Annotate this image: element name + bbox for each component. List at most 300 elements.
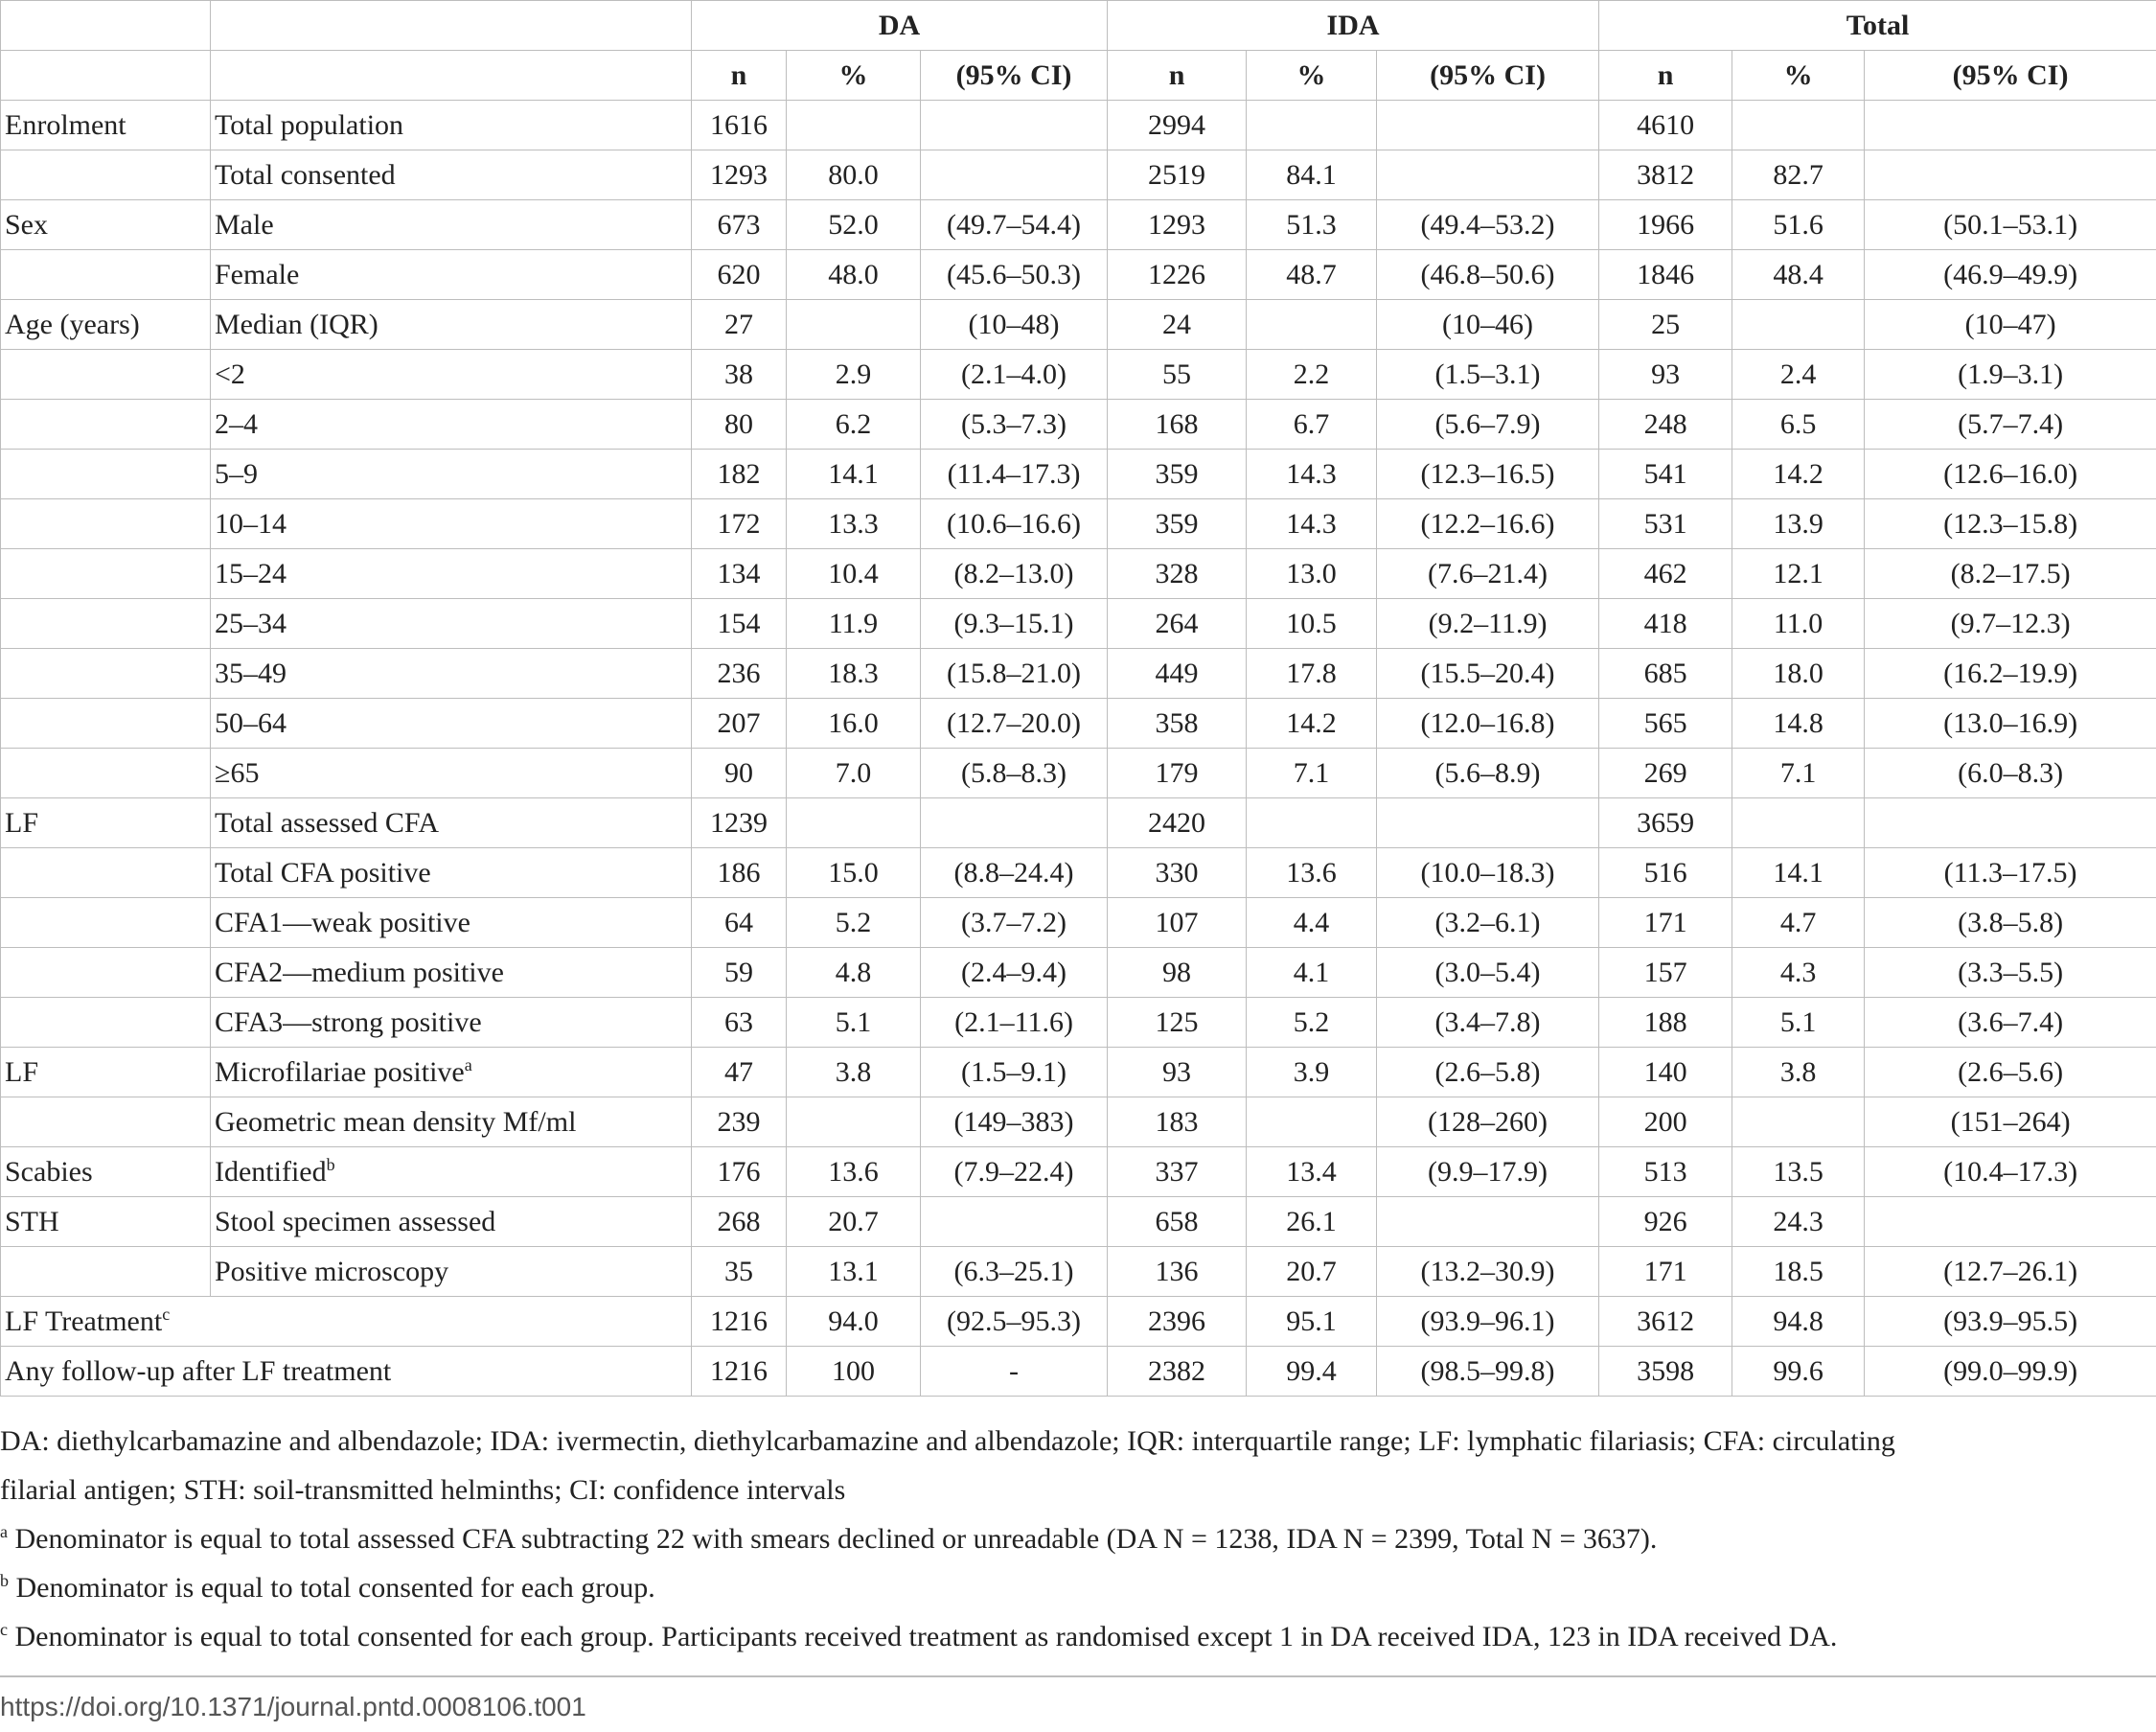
table-cell [1732,300,1865,350]
sub-header-n: n [692,51,787,101]
table-cell: (9.7–12.3) [1865,599,2156,649]
table-cell: 52.0 [787,200,921,250]
row-category [1,898,211,948]
abbreviations-line-1: DA: diethylcarbamazine and albendazole; IDA: ivermectin, diethylcarbamazine and albendazole; IQR: interquartile range; LF: lymphatic filariasis; CFA: circulating [0,1425,1895,1457]
table-cell: 14.8 [1732,699,1865,749]
table-cell: 84.1 [1247,150,1377,200]
footnote-mark: b [0,1571,9,1590]
table-cell: (10–47) [1865,300,2156,350]
table-row [1,749,2156,798]
row-label [211,599,692,649]
table-row [1,350,2156,400]
footnote-text: Denominator is equal to total consented for each group. Participants received treatment as randomised except 1 in DA received IDA, 123 in IDA received DA. [14,1621,1838,1652]
table-cell: 1846 [1599,250,1732,300]
group-header-total: Total [1599,1,2156,51]
table-cell: (46.8–50.6) [1377,250,1599,300]
table-cell: 7.1 [1732,749,1865,798]
row-category: STH [1,1197,211,1247]
row-label [211,499,692,549]
row-label-text: 50–64 [215,706,287,739]
table-cell: 168 [1108,400,1247,450]
table-row [1,649,2156,699]
table-cell: - [921,1347,1108,1397]
table-cell: 80.0 [787,150,921,200]
table-cell [1377,1197,1599,1247]
table-cell [1865,150,2156,200]
table-cell: 3612 [1599,1297,1732,1347]
table-cell: (98.5–99.8) [1377,1347,1599,1397]
table-cell: 673 [692,200,787,250]
row-label-text: Female [215,258,300,290]
table-cell [921,150,1108,200]
footnote-mark: b [326,1154,335,1174]
footnote-c [0,1612,2156,1661]
table-cell: (3.8–5.8) [1865,898,2156,948]
sub-header-row [1,51,2156,101]
row-label [211,250,692,300]
table-cell [1247,300,1377,350]
row-category [1,150,211,200]
table-cell: 171 [1599,898,1732,948]
footnote-b [0,1563,2156,1612]
table-cell: 183 [1108,1097,1247,1147]
table-cell: 359 [1108,450,1247,499]
table-cell [1865,798,2156,848]
table-row [1,450,2156,499]
sub-header-n: n [1108,51,1247,101]
row-category: LF [1,798,211,848]
row-label-text: Total assessed CFA [215,806,439,839]
table-cell: 3.8 [787,1048,921,1097]
table-cell: 136 [1108,1247,1247,1297]
table-cell: (12.0–16.8) [1377,699,1599,749]
table-cell: 55 [1108,350,1247,400]
table-cell: 154 [692,599,787,649]
row-category [1,450,211,499]
group-header-da: DA [692,1,1108,51]
table-cell: (2.1–4.0) [921,350,1108,400]
table-cell: (16.2–19.9) [1865,649,2156,699]
row-label-text: Geometric mean density Mf/ml [215,1105,577,1138]
table-row [1,1197,2156,1247]
table-cell [787,101,921,150]
sub-header-pct: % [1732,51,1865,101]
table-cell: 462 [1599,549,1732,599]
table-cell: 1293 [1108,200,1247,250]
table-cell: 107 [1108,898,1247,948]
table-cell: 35 [692,1247,787,1297]
row-label-text: Microfilariae positive [215,1055,465,1088]
table-cell: 5.1 [1732,998,1865,1048]
table-cell: (45.6–50.3) [921,250,1108,300]
row-label [211,400,692,450]
table-cell: 4.8 [787,948,921,998]
table-row [1,1048,2156,1097]
table-row [1,101,2156,150]
header-blank [211,51,692,101]
table-cell: 18.5 [1732,1247,1865,1297]
table-cell: (3.0–5.4) [1377,948,1599,998]
row-label-text: Identified [215,1155,327,1188]
table-cell: 99.4 [1247,1347,1377,1397]
table-cell: (5.6–7.9) [1377,400,1599,450]
table-cell: 157 [1599,948,1732,998]
table-cell: 59 [692,948,787,998]
table-cell: (93.9–95.5) [1865,1297,2156,1347]
table-cell: (1.9–3.1) [1865,350,2156,400]
table-cell: 1293 [692,150,787,200]
table-cell: 1616 [692,101,787,150]
table-cell: 268 [692,1197,787,1247]
table-cell: 48.4 [1732,250,1865,300]
table-cell: (49.4–53.2) [1377,200,1599,250]
table-cell: 10.4 [787,549,921,599]
table-cell: (46.9–49.9) [1865,250,2156,300]
table-cell: (5.8–8.3) [921,749,1108,798]
table-cell: 5.2 [1247,998,1377,1048]
table-cell: (9.2–11.9) [1377,599,1599,649]
row-label-text: LF Treatment [5,1305,163,1337]
row-label [1,1347,692,1397]
table-cell: 80 [692,400,787,450]
row-label-text: 35–49 [215,657,287,689]
table-cell: 2519 [1108,150,1247,200]
table-cell: 7.0 [787,749,921,798]
table-row [1,150,2156,200]
table-cell: 2994 [1108,101,1247,150]
table-cell: (92.5–95.3) [921,1297,1108,1347]
table-row [1,300,2156,350]
table-cell: 3.8 [1732,1048,1865,1097]
table-cell: (2.4–9.4) [921,948,1108,998]
row-label-text: Male [215,208,274,241]
table-cell: 93 [1599,350,1732,400]
table-cell: 418 [1599,599,1732,649]
table-cell [1865,1197,2156,1247]
table-cell: (12.6–16.0) [1865,450,2156,499]
table-cell: (12.3–16.5) [1377,450,1599,499]
table-cell: 269 [1599,749,1732,798]
group-header-row [1,1,2156,51]
row-category [1,599,211,649]
table-cell: (8.2–17.5) [1865,549,2156,599]
table-cell: (3.6–7.4) [1865,998,2156,1048]
row-label-text: Median (IQR) [215,308,378,340]
table-cell: (9.3–15.1) [921,599,1108,649]
table-cell: (5.7–7.4) [1865,400,2156,450]
table-cell: (1.5–9.1) [921,1048,1108,1097]
table-cell: (3.4–7.8) [1377,998,1599,1048]
table-cell [1247,101,1377,150]
row-label-text: 15–24 [215,557,287,589]
table-cell: 17.8 [1247,649,1377,699]
row-category: Enrolment [1,101,211,150]
sub-header-ci: (95% CI) [921,51,1108,101]
table-cell: 6.5 [1732,400,1865,450]
table-cell: 359 [1108,499,1247,549]
row-label [211,450,692,499]
row-label [211,898,692,948]
row-label-text: Any follow-up after LF treatment [5,1354,392,1387]
table-cell: (2.6–5.8) [1377,1048,1599,1097]
table-cell: (5.3–7.3) [921,400,1108,450]
row-category [1,1097,211,1147]
table-cell: 186 [692,848,787,898]
table-cell: (15.8–21.0) [921,649,1108,699]
table-cell: 2.2 [1247,350,1377,400]
table-cell: 4610 [1599,101,1732,150]
table-cell: 620 [692,250,787,300]
row-label [211,649,692,699]
table-cell: 1216 [692,1347,787,1397]
row-label-text: CFA3—strong positive [215,1005,482,1038]
table-cell: 134 [692,549,787,599]
table-cell: 48.7 [1247,250,1377,300]
table-cell: 14.1 [1732,848,1865,898]
table-cell: 51.6 [1732,200,1865,250]
table-cell: 125 [1108,998,1247,1048]
table-cell: 3659 [1599,798,1732,848]
row-label [211,749,692,798]
table-row [1,798,2156,848]
table-cell: 14.2 [1247,699,1377,749]
table-cell: 2382 [1108,1347,1247,1397]
table-cell: (3.2–6.1) [1377,898,1599,948]
table-cell: 13.4 [1247,1147,1377,1197]
row-label [211,848,692,898]
header-blank [211,1,692,51]
table-cell: 516 [1599,848,1732,898]
table-cell [921,1197,1108,1247]
table-cell: 13.6 [787,1147,921,1197]
table-cell: (8.8–24.4) [921,848,1108,898]
table-cell [1732,1097,1865,1147]
table-cell: 16.0 [787,699,921,749]
row-label-text: 25–34 [215,607,287,639]
row-category [1,848,211,898]
table-row [1,1297,2156,1347]
table-cell: 248 [1599,400,1732,450]
table-row [1,400,2156,450]
table-cell: 13.1 [787,1247,921,1297]
table-cell: (1.5–3.1) [1377,350,1599,400]
table-cell: (11.3–17.5) [1865,848,2156,898]
table-cell: 3812 [1599,150,1732,200]
row-label [211,998,692,1048]
footnote-mark: a [464,1054,472,1074]
row-label-text: ≥65 [215,756,260,789]
row-label [211,549,692,599]
doi-link[interactable]: https://doi.org/10.1371/journal.pntd.0008106.t001 [0,1692,586,1721]
row-label-text: CFA2—medium positive [215,956,504,988]
table-cell: (9.9–17.9) [1377,1147,1599,1197]
table-cell: (49.7–54.4) [921,200,1108,250]
table-cell: 64 [692,898,787,948]
footnote-text: Denominator is equal to total assessed CFA subtracting 22 with smears declined or unreadable (DA N = 1238, IDA N = 2399, Total N = 3637). [14,1523,1658,1555]
table-row [1,200,2156,250]
row-category: Scabies [1,1147,211,1197]
table-cell: (12.7–26.1) [1865,1247,2156,1297]
row-label-text: <2 [215,358,245,390]
table-cell: 4.1 [1247,948,1377,998]
table-cell: (10.0–18.3) [1377,848,1599,898]
table-cell: 449 [1108,649,1247,699]
row-category [1,1247,211,1297]
table-cell [1377,101,1599,150]
row-label-text: 2–4 [215,407,258,440]
table-cell: 2.9 [787,350,921,400]
table-cell: 13.5 [1732,1147,1865,1197]
table-cell: 1966 [1599,200,1732,250]
table-cell [1732,101,1865,150]
table-cell: 63 [692,998,787,1048]
divider [0,1675,2156,1677]
table-cell: 172 [692,499,787,549]
table-cell: 20.7 [1247,1247,1377,1297]
table-cell: 100 [787,1347,921,1397]
table-row [1,898,2156,948]
row-label-text: Positive microscopy [215,1255,449,1287]
table-cell: 264 [1108,599,1247,649]
row-label-text: 5–9 [215,457,258,490]
table-cell: 48.0 [787,250,921,300]
header-blank [1,1,211,51]
table-cell: 38 [692,350,787,400]
row-category [1,250,211,300]
table-notes [0,1417,2156,1661]
group-header-ida: IDA [1108,1,1599,51]
row-category [1,699,211,749]
row-category [1,350,211,400]
row-category [1,649,211,699]
table-cell: 3598 [1599,1347,1732,1397]
row-category [1,749,211,798]
sub-header-ci: (95% CI) [1377,51,1599,101]
table-cell: 94.8 [1732,1297,1865,1347]
table-cell: (10.6–16.6) [921,499,1108,549]
table-cell [1732,798,1865,848]
table-cell: (6.0–8.3) [1865,749,2156,798]
table-cell: 1239 [692,798,787,848]
table-cell: 328 [1108,549,1247,599]
table-cell: (13.0–16.9) [1865,699,2156,749]
row-category [1,400,211,450]
table-cell: (12.3–15.8) [1865,499,2156,549]
table-cell: 14.2 [1732,450,1865,499]
table-row [1,1147,2156,1197]
table-cell: 6.7 [1247,400,1377,450]
row-category: LF [1,1048,211,1097]
table-cell: (3.7–7.2) [921,898,1108,948]
row-label-text: Total consented [215,158,396,191]
table-cell [921,798,1108,848]
row-category [1,549,211,599]
row-label [211,1097,692,1147]
table-cell: 13.9 [1732,499,1865,549]
table-row [1,499,2156,549]
row-label [211,1247,692,1297]
table-cell: 99.6 [1732,1347,1865,1397]
table-cell: (10–48) [921,300,1108,350]
table-cell: (12.2–16.6) [1377,499,1599,549]
table-cell: (2.1–11.6) [921,998,1108,1048]
sub-header-pct: % [787,51,921,101]
table-cell: (6.3–25.1) [921,1247,1108,1297]
table-cell: 95.1 [1247,1297,1377,1347]
row-label [211,948,692,998]
table-cell: 10.5 [1247,599,1377,649]
table-row [1,1347,2156,1397]
table-cell: 20.7 [787,1197,921,1247]
table-cell: 182 [692,450,787,499]
table-cell: 94.0 [787,1297,921,1347]
table-cell: 531 [1599,499,1732,549]
table-cell: 140 [1599,1048,1732,1097]
row-label [211,350,692,400]
table-row [1,1097,2156,1147]
row-label [1,1297,692,1347]
table-cell: 358 [1108,699,1247,749]
abbreviations-line-2: filarial antigen; STH: soil-transmitted helminths; CI: confidence intervals [0,1474,846,1506]
table-cell: 337 [1108,1147,1247,1197]
table-cell: 5.2 [787,898,921,948]
row-category: Age (years) [1,300,211,350]
table-cell: (13.2–30.9) [1377,1247,1599,1297]
table-cell: (3.3–5.5) [1865,948,2156,998]
table-cell: (7.6–21.4) [1377,549,1599,599]
table-cell: 14.3 [1247,499,1377,549]
table-row [1,848,2156,898]
table-cell: 25 [1599,300,1732,350]
row-label [211,699,692,749]
table-cell [787,798,921,848]
table-cell: (12.7–20.0) [921,699,1108,749]
table-cell: 14.3 [1247,450,1377,499]
table-cell: 13.6 [1247,848,1377,898]
table-cell: (10.4–17.3) [1865,1147,2156,1197]
table-cell: 13.3 [787,499,921,549]
table-cell: 4.3 [1732,948,1865,998]
table-cell: 4.4 [1247,898,1377,948]
footnote-mark: c [0,1620,8,1639]
table-cell: 13.0 [1247,549,1377,599]
row-label [211,798,692,848]
table-cell: 513 [1599,1147,1732,1197]
table-cell: 2.4 [1732,350,1865,400]
table-cell: 179 [1108,749,1247,798]
row-label-text: Total population [215,108,404,141]
table-cell: 11.9 [787,599,921,649]
table-cell: 15.0 [787,848,921,898]
table-cell: 1216 [692,1297,787,1347]
table-cell: 236 [692,649,787,699]
table-cell: (7.9–22.4) [921,1147,1108,1197]
table-cell: (2.6–5.6) [1865,1048,2156,1097]
table-row [1,599,2156,649]
footnote-text: Denominator is equal to total consented for each group. [15,1572,655,1604]
table-cell: (151–264) [1865,1097,2156,1147]
table-cell: 24 [1108,300,1247,350]
table-cell: 926 [1599,1197,1732,1247]
table-cell: (10–46) [1377,300,1599,350]
footnote-a [0,1514,2156,1563]
table-cell [1247,1097,1377,1147]
row-label [211,1197,692,1247]
row-label-text: 10–14 [215,507,287,540]
table-cell: 2420 [1108,798,1247,848]
table-cell: 4.7 [1732,898,1865,948]
table-cell: 658 [1108,1197,1247,1247]
